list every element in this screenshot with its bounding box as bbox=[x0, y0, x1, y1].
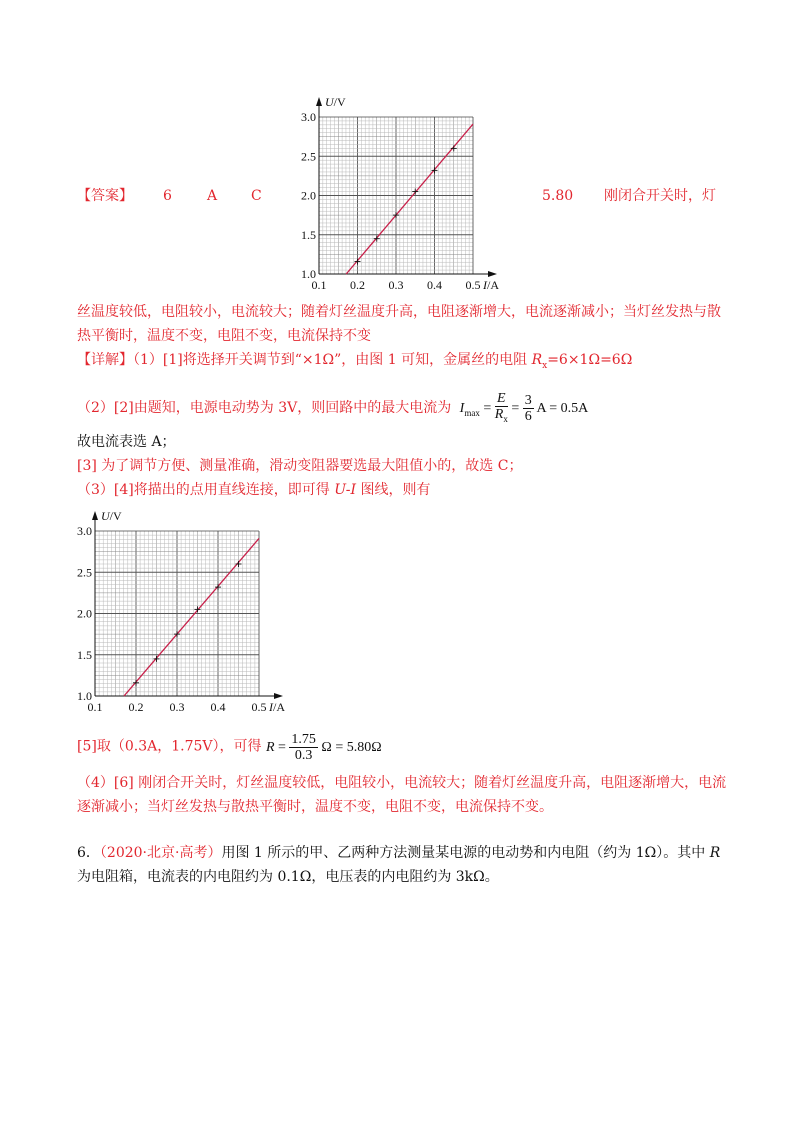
question6-line2: 为电阻箱，电流表的内电阻约为 0.1Ω，电压表的内电阻约为 3kΩ。 bbox=[77, 869, 499, 885]
answer-5-start: 刚闭合开关时，灯 bbox=[604, 188, 716, 204]
detail-p2-frac1-den-sub: x bbox=[503, 413, 508, 424]
detail-p4: [3] 为了调节方便、测量准确，滑动变阻器要选最大阻值小的，故选 C； bbox=[77, 458, 523, 474]
detail-p2-prefix: （2）[2]由题知，电源电动势为 3V，则回路中的最大电流为 bbox=[77, 400, 452, 417]
detail-p3: 故电流表选 A； bbox=[77, 434, 176, 450]
detail-p2-frac1-num: E bbox=[495, 391, 508, 407]
x-axis-label: I/A bbox=[269, 700, 285, 714]
data-point bbox=[451, 145, 457, 151]
question6-line1-text: 用图 1 所示的甲、乙两种方法测量某电源的电动势和内电阻（约为 1Ω）。其中 bbox=[221, 845, 710, 861]
detail-p1-sub: x bbox=[542, 360, 548, 371]
y-tick-label: 2.5 bbox=[301, 149, 316, 164]
question6-number: 6． bbox=[77, 845, 100, 861]
answer-line-3: 热平衡时，温度不变，电阻不变，电流保持不变 bbox=[77, 328, 371, 344]
y-axis-label: U/V bbox=[101, 509, 122, 523]
question6-source: （2020·北京·高考） bbox=[99, 845, 222, 861]
x-tick-label: 0.5 bbox=[465, 278, 481, 292]
x-axis-label: I/A bbox=[483, 278, 499, 292]
y-tick-label: 1.0 bbox=[77, 689, 92, 703]
detail-p6-num: 1.75 bbox=[291, 732, 316, 747]
detail-p6-prefix: [5]取（0.3A，1.75V），可得 bbox=[77, 738, 266, 755]
answer-tag: 【答案】 bbox=[77, 188, 133, 204]
y-tick-label: 1.5 bbox=[301, 227, 316, 242]
question6-line1 bbox=[77, 843, 720, 863]
answer-1: 6 bbox=[163, 188, 172, 204]
detail-p7-line2: 逐渐减小；当灯丝发热与散热平衡时，温度不变，电阻不变，电流保持不变。 bbox=[77, 799, 553, 815]
detail-p5-ui: U-I bbox=[334, 482, 357, 498]
data-point bbox=[236, 561, 242, 567]
x-tick-label: 0.4 bbox=[427, 278, 442, 292]
y-tick-label: 2.5 bbox=[77, 565, 92, 580]
detail-p6 bbox=[77, 732, 382, 763]
detail-p5 bbox=[77, 480, 430, 500]
ui-graph-1 bbox=[295, 88, 525, 294]
y-tick-label: 2.0 bbox=[301, 188, 316, 203]
detail-tag: 【详解】 bbox=[77, 352, 133, 368]
detail-p1 bbox=[77, 350, 632, 376]
detail-p2-eq: = bbox=[483, 401, 492, 417]
x-tick-label: 0.4 bbox=[210, 700, 226, 714]
y-tick-label: 1.0 bbox=[301, 267, 316, 281]
x-tick-label: 0.3 bbox=[388, 278, 404, 292]
detail-p2-result: A = 0.5A bbox=[536, 401, 589, 417]
answer-3: C bbox=[251, 188, 262, 204]
detail-p2 bbox=[77, 391, 588, 427]
question6-r: R bbox=[709, 845, 721, 861]
detail-p2-frac1-den: R bbox=[494, 407, 504, 422]
y-tick-label: 2.0 bbox=[77, 606, 92, 621]
detail-p1-suffix: =6×1Ω=6Ω bbox=[547, 352, 633, 368]
detail-p2-frac2-num: 3 bbox=[524, 393, 532, 409]
y-tick-label: 3.0 bbox=[77, 524, 92, 538]
y-tick-label: 1.5 bbox=[77, 647, 92, 662]
detail-p1-prefix: （1）[1]将选择开关调节到“×1Ω”，由图 1 可知，金属丝的电阻 bbox=[133, 352, 532, 368]
y-axis-arrow bbox=[316, 97, 322, 106]
x-tick-label: 0.2 bbox=[350, 278, 365, 292]
detail-p5-prefix: （3）[4]将描出的点用直线连接，即可得 bbox=[77, 482, 335, 498]
x-axis-arrow bbox=[274, 693, 283, 699]
x-tick-label: 0.2 bbox=[128, 700, 144, 714]
detail-p1-rx: R bbox=[531, 352, 543, 368]
detail-p2-imax: I bbox=[459, 401, 465, 417]
detail-p6-den: 0.3 bbox=[294, 748, 313, 763]
x-axis-arrow bbox=[488, 271, 497, 277]
x-tick-label: 0.1 bbox=[311, 278, 327, 292]
x-tick-label: 0.1 bbox=[87, 700, 103, 714]
y-axis-arrow bbox=[92, 511, 98, 520]
answer-line-2: 丝温度较低，电阻较小，电流较大；随着灯丝温度升高，电阻逐渐增大，电流逐渐减小；当灯丝发热与散 bbox=[77, 304, 721, 320]
detail-p2-frac2-den: 6 bbox=[524, 409, 532, 425]
detail-p6-result: Ω = 5.80Ω bbox=[321, 739, 382, 755]
answer-2: A bbox=[207, 188, 218, 204]
detail-p2-eq2: = bbox=[511, 401, 520, 417]
detail-p2-imax-sub: max bbox=[464, 407, 480, 418]
detail-p5-suffix: 图线，则有 bbox=[356, 482, 431, 498]
grid bbox=[95, 531, 259, 696]
y-axis-label: U/V bbox=[325, 95, 346, 109]
x-tick-label: 0.3 bbox=[169, 700, 185, 714]
y-tick-label: 3.0 bbox=[301, 110, 316, 124]
detail-p7-line1: （4）[6] 刚闭合开关时，灯丝温度较低，电阻较小，电流较大；随着灯丝温度升高，电阻逐渐增大，电流 bbox=[77, 775, 727, 791]
answer-4: 5.80 bbox=[542, 188, 574, 204]
detail-p6-eq: = bbox=[278, 739, 286, 755]
grid bbox=[319, 117, 473, 274]
x-tick-label: 0.5 bbox=[251, 700, 267, 714]
detail-p6-r: R bbox=[265, 739, 275, 755]
ui-graph-2 bbox=[72, 504, 302, 716]
